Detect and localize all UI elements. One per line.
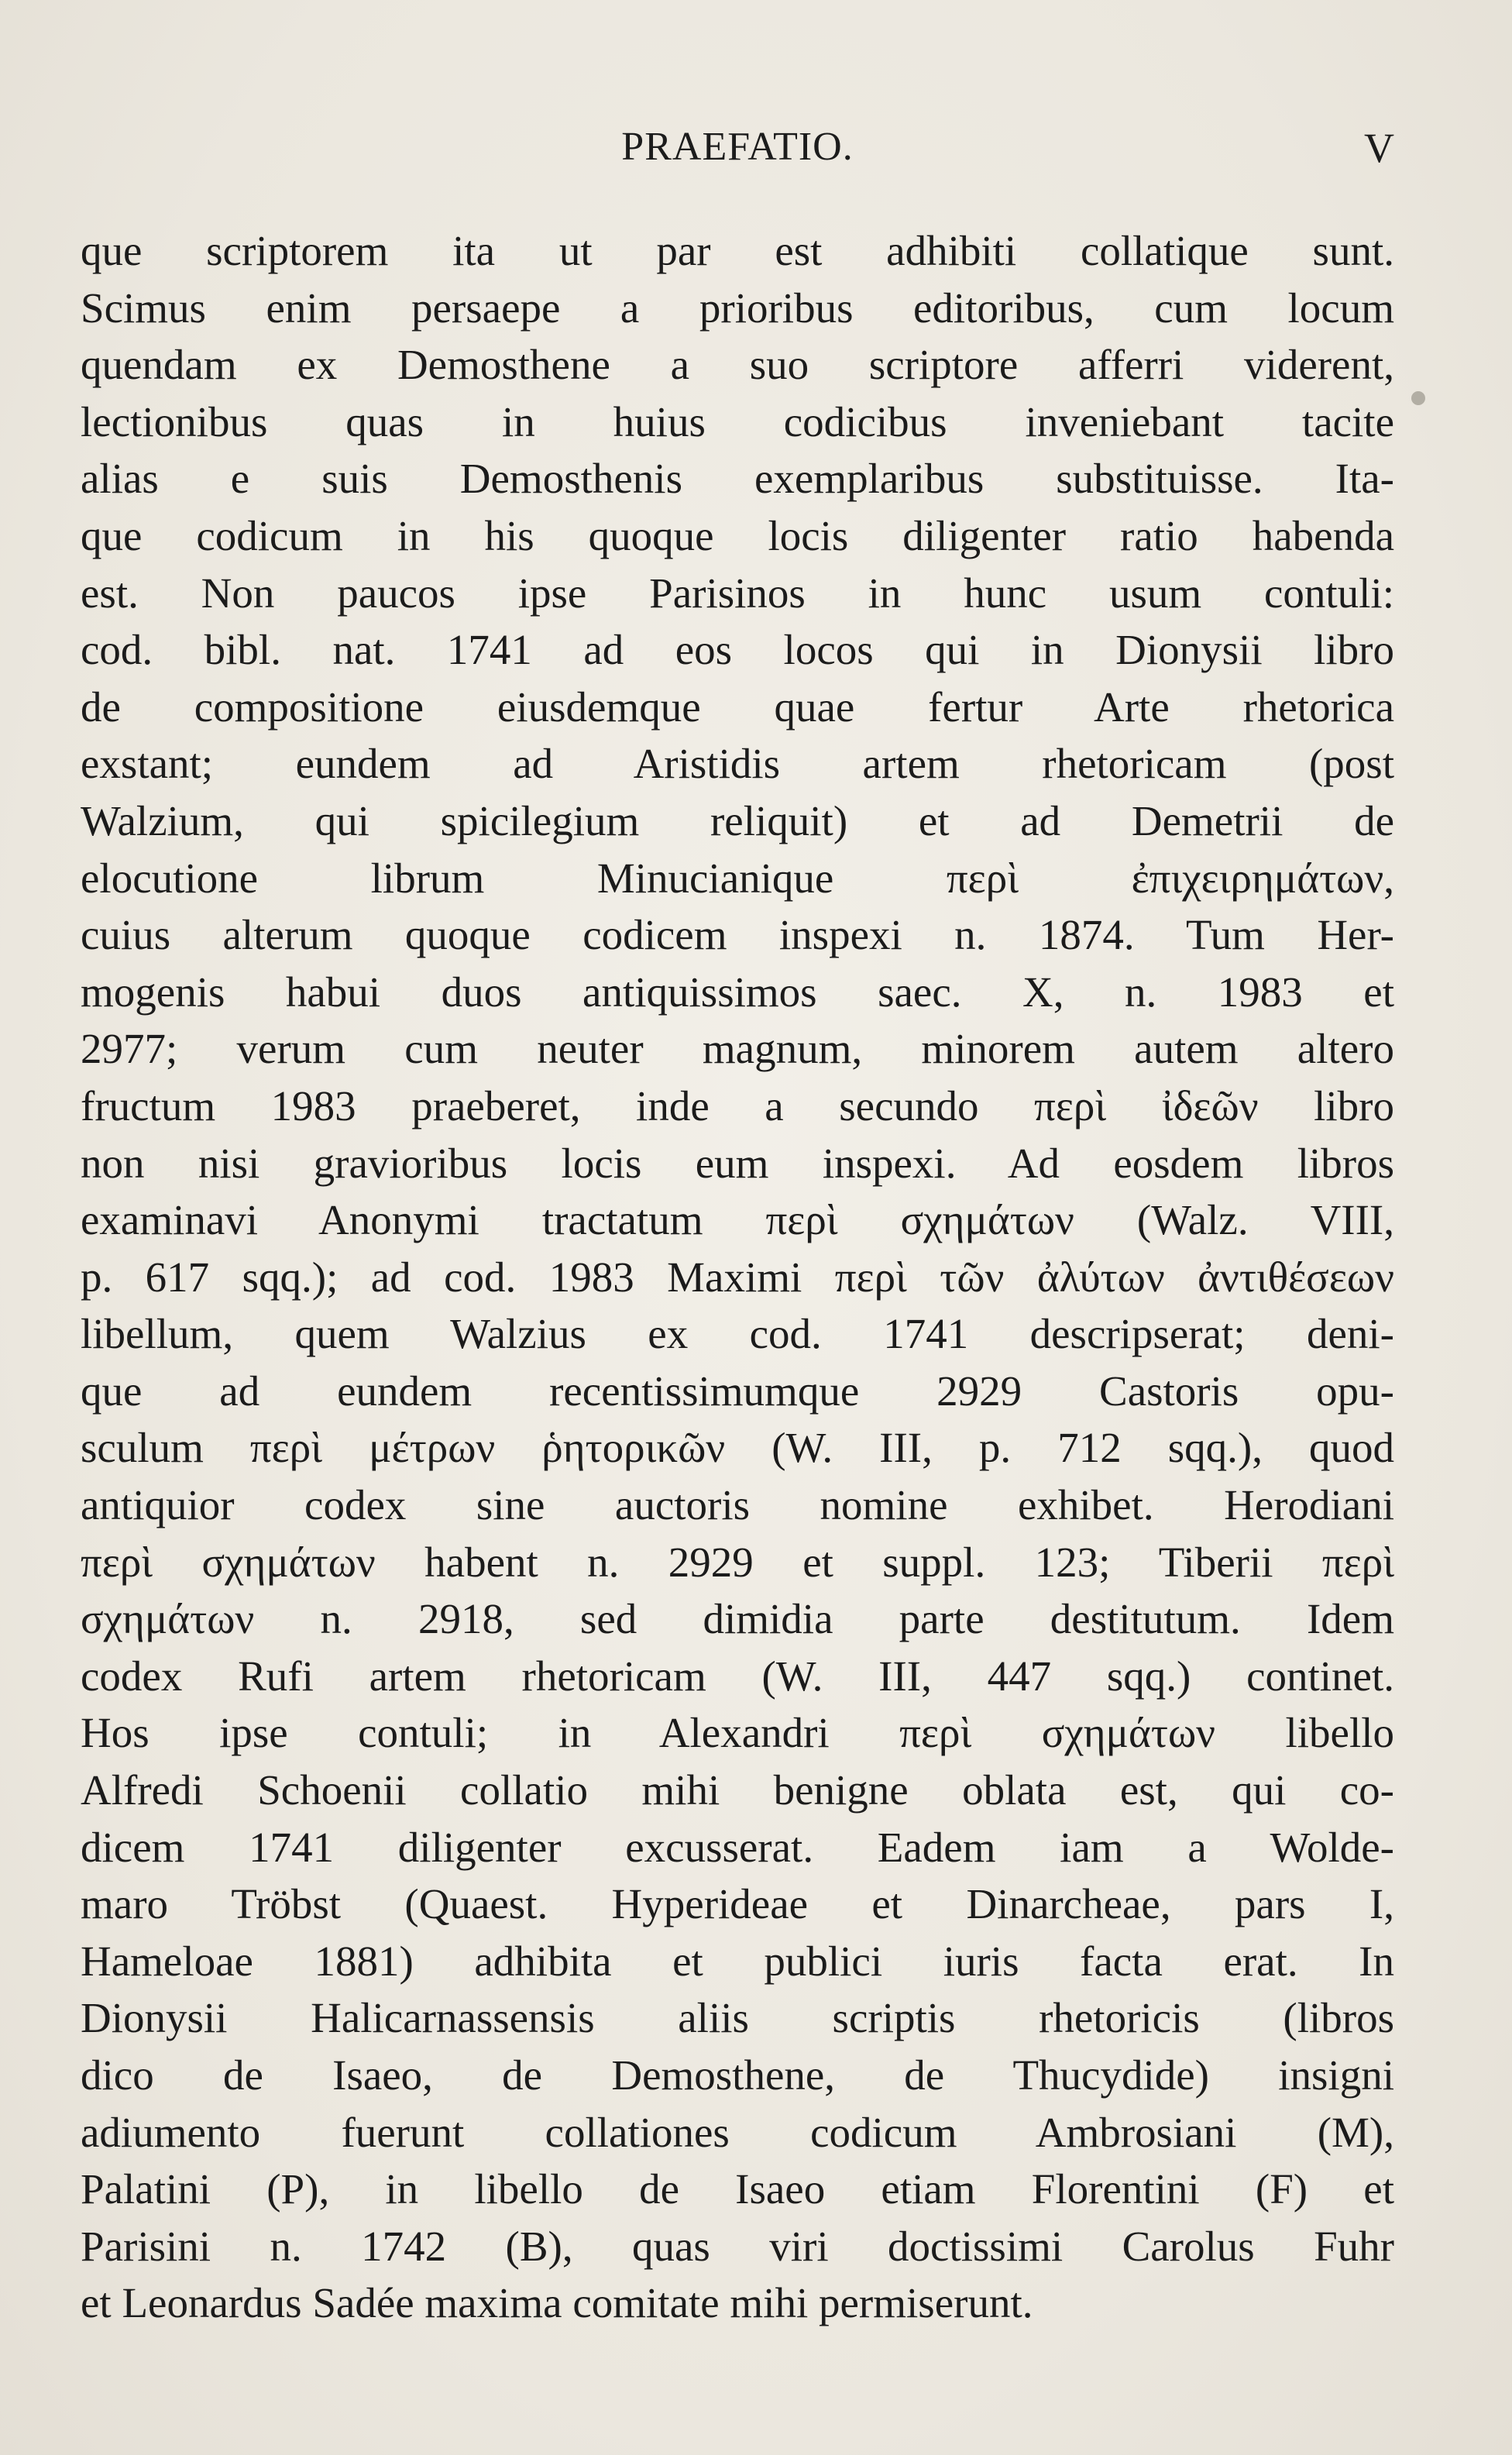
text-line: que codicum in his quoque locis diligenter ratio habenda — [81, 511, 1394, 559]
text-line: fructum 1983 praeberet, inde a secundo περὶ ἰδεῶν libro — [81, 1081, 1394, 1130]
text-line: quendam ex Demosthene a suo scriptore afferri viderent, — [81, 341, 1394, 389]
text-line: adiumento fuerunt collationes codicum Ambrosiani (M), — [81, 2108, 1394, 2156]
text-line: codex Rufi artem rhetoricam (W. III, 447 sqq.) continet. — [81, 1652, 1394, 1700]
text-line: Dionysii Halicarnassensis aliis scriptis rhetoricis (libros — [81, 1994, 1394, 2042]
text-line: sculum περὶ μέτρων ῥητορικῶν (W. III, p. 712 sqq.), quod — [81, 1424, 1394, 1472]
text-line: maro Tröbst (Quaest. Hyperideae et Dinarcheae, pars I, — [81, 1880, 1394, 1928]
text-line: et Leonardus Sadée maxima comitate mihi permiserunt. — [81, 2279, 1033, 2327]
text-line: Alfredi Schoenii collatio mihi benigne oblata est, qui co- — [81, 1766, 1394, 1814]
text-line: Walzium, qui spicilegium reliquit) et ad Demetrii de — [81, 796, 1394, 844]
text-line: antiquior codex sine auctoris nomine exhibet. Herodiani — [81, 1481, 1394, 1529]
text-line: 2977; verum cum neuter magnum, minorem autem altero — [81, 1025, 1394, 1073]
text-line: que ad eundem recentissimumque 2929 Castoris opu- — [81, 1367, 1394, 1415]
text-line: examinavi Anonymi tractatum περὶ σχημάτων (Walz. VIII, — [81, 1196, 1394, 1244]
text-line: alias e suis Demosthenis exemplaribus substituisse. Ita- — [81, 455, 1394, 503]
text-line: exstant; eundem ad Aristidis artem rhetoricam (post — [81, 740, 1394, 788]
text-line: σχημάτων n. 2918, sed dimidia parte destitutum. Idem — [81, 1595, 1394, 1643]
text-line: Hameloae 1881) adhibita et publici iuris facta erat. In — [81, 1937, 1394, 1985]
text-line: mogenis habui duos antiquissimos saec. X, n. 1983 et — [81, 968, 1394, 1016]
text-line: libellum, quem Walzius ex cod. 1741 descripserat; deni- — [81, 1310, 1394, 1358]
text-line: cod. bibl. nat. 1741 ad eos locos qui in Dionysii libro — [81, 626, 1394, 674]
text-line: lectionibus quas in huius codicibus inveniebant tacite — [81, 397, 1394, 445]
text-line: dico de Isaeo, de Demosthene, de Thucydide) insigni — [81, 2051, 1394, 2099]
text-line: Palatini (P), in libello de Isaeo etiam Florentini (F) et — [81, 2165, 1394, 2213]
page-header — [81, 124, 1394, 186]
text-line: elocutione librum Minucianique περὶ ἐπιχειρημάτων, — [81, 854, 1394, 902]
text-line: cuius alterum quoque codicem inspexi n. 1874. Tum Her- — [81, 911, 1394, 959]
running-title: PRAEFATIO. — [621, 125, 854, 169]
text-line: Hos ipse contuli; in Alexandri περὶ σχημάτων libello — [81, 1709, 1394, 1757]
preface-text — [81, 222, 1394, 2332]
margin-mark — [1411, 391, 1425, 405]
text-line: que scriptorem ita ut par est adhibiti collatique sunt. — [81, 227, 1394, 274]
page-number: V — [1364, 125, 1394, 171]
text-line: Parisini n. 1742 (B), quas viri doctissimi Carolus Fuhr — [81, 2222, 1394, 2270]
text-line: περὶ σχημάτων habent n. 2929 et suppl. 123; Tiberii περὶ — [81, 1538, 1394, 1586]
text-line: Scimus enim persaepe a prioribus editoribus, cum locum — [81, 284, 1394, 332]
text-line: non nisi gravioribus locis eum inspexi. Ad eosdem libros — [81, 1139, 1394, 1187]
text-line: est. Non paucos ipse Parisinos in hunc usum contuli: — [81, 569, 1394, 617]
text-line: dicem 1741 diligenter excusserat. Eadem iam a Wolde- — [81, 1823, 1394, 1871]
text-line: p. 617 sqq.); ad cod. 1983 Maximi περὶ τῶν ἀλύτων ἀντιθέσεων — [81, 1253, 1394, 1301]
text-line: de compositione eiusdemque quae fertur Arte rhetorica — [81, 683, 1394, 731]
